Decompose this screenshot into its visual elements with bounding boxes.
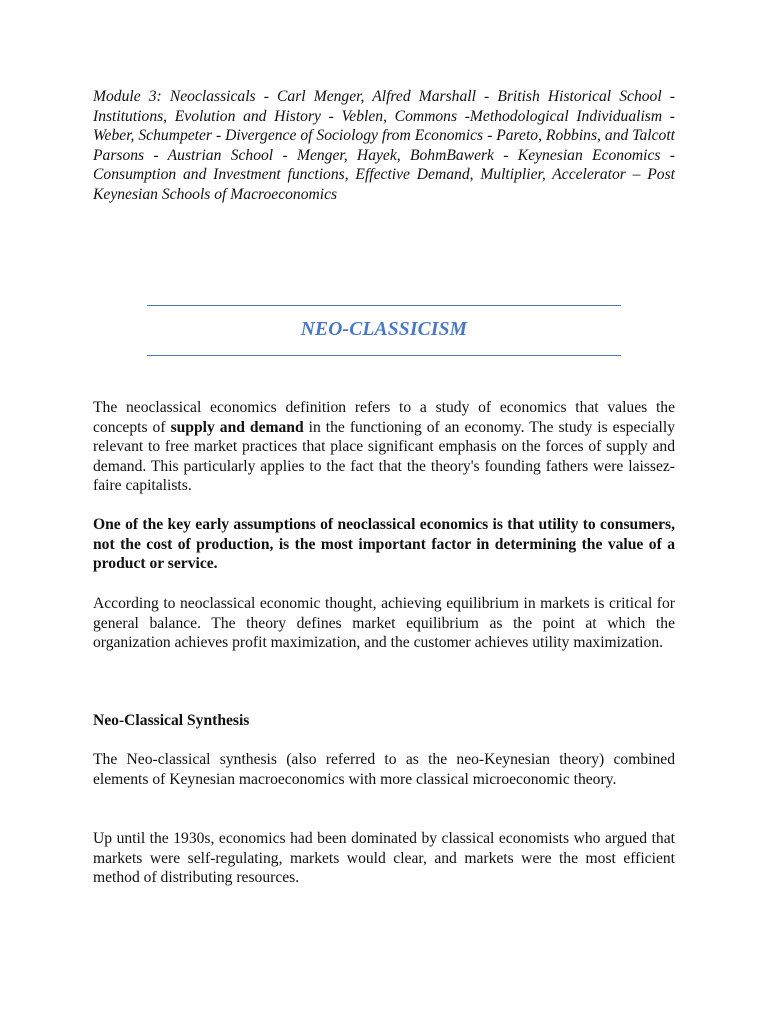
subheading-synthesis: Neo-Classical Synthesis [93,712,250,729]
paragraph-equilibrium: According to neoclassical economic thought, achieving equilibrium in markets is critical for general balance. The theory defines market equilibrium as the point at which the organization achieves profit maximization, and the customer achieves utility maximization. [93,595,675,652]
paragraph-synthesis: The Neo-classical synthesis (also referred to as the neo-Keynesian theory) combined elements of Keynesian macroeconomics with more classical microeconomic theory. [93,751,675,788]
paragraph-history: Up until the 1930s, economics had been dominated by classical economists who argued that markets were self-regulating, markets would clear, and markets were the most efficient method of distributing resources. [93,830,675,887]
paragraph-definition [93,398,675,496]
paragraph-key-assumption: One of the key early assumptions of neoclassical economics is that utility to consumers, not the cost of production, is the most important factor in determining the value of a product or service. [93,516,675,573]
heading-top-divider [147,305,621,306]
heading-bottom-divider [147,355,621,356]
paragraph-definition-end: in the functioning of an economy. The study is especially relevant to free market practices that place significant emphasis on the forces of supply and demand. This particularly applies to the fact that the theory's founding fathers were laissez-faire capitalists. [93,418,676,495]
paragraph-definition-emphasis: supply and demand [170,418,304,436]
module-intro-text: Module 3: Neoclassicals - Carl Menger, Alfred Marshall - British Historical School - Institutions, Evolution and History - Veblen, Commons -Methodological Individualism - Weber, Schumpeter - Divergence of Sociology from Economics - Pareto, Robbins, and Talcott Parsons - Austrian School - Menger, Hayek, BohmBawerk - Keynesian Economics - Consumption and Investment functions, Effective Demand, Multiplier, Accelerator – Post Keynesian Schools of Macroeconomics [93,88,675,203]
paragraph-definition-start: The neoclassical economics definition refers to a study of economics that values the concepts of [93,399,675,436]
section-heading: NEO-CLASSICISM [300,319,468,340]
